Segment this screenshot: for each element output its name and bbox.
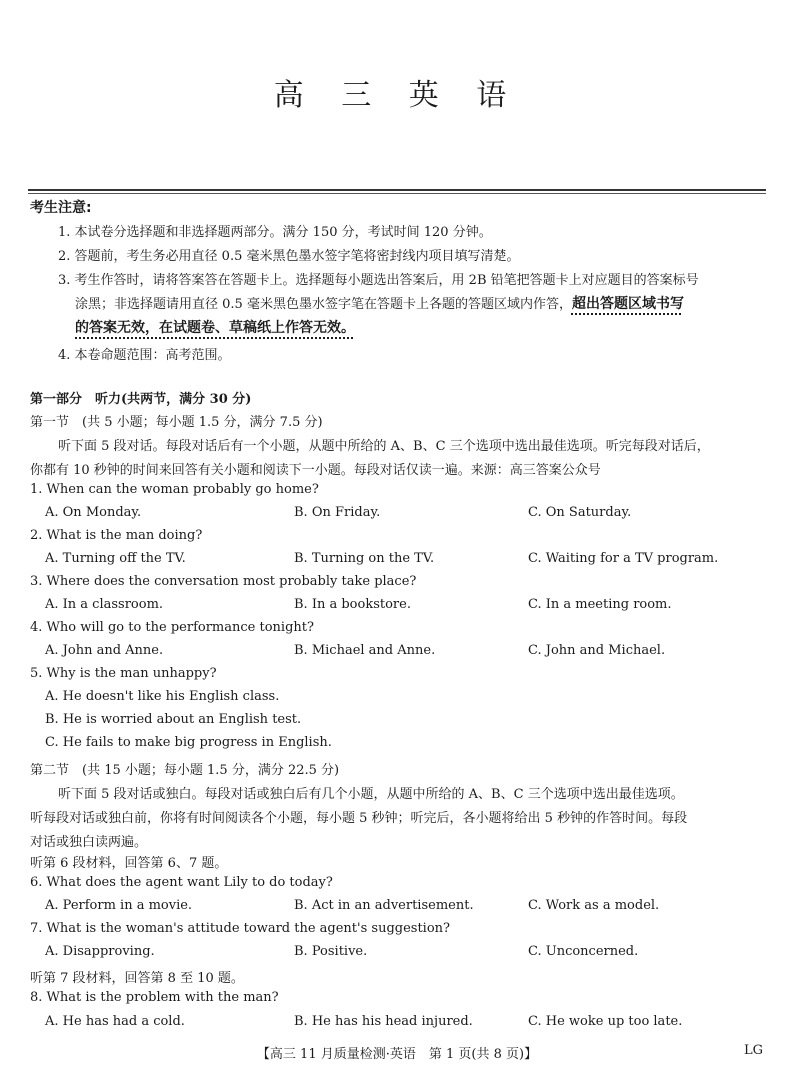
option-b: B. He has his head injured. [294, 1014, 473, 1029]
material-note: 听第 6 段材料，回答第 6、7 题。 [30, 856, 228, 871]
option-b: B. Act in an advertisement. [294, 898, 474, 913]
option-c: C. He woke up too late. [528, 1014, 683, 1029]
question-stem: 8. What is the problem with the man? [30, 990, 279, 1005]
section-heading: 第一节 (共 5 小题；每小题 1.5 分，满分 7.5 分) [30, 415, 323, 430]
option-b: B. Michael and Anne. [294, 643, 436, 658]
notice-warning: 超出答题区域书写 [571, 296, 684, 312]
option-a: A. Perform in a movie. [45, 898, 193, 913]
question-stem: 1. When can the woman probably go home? [30, 482, 319, 497]
question-stem: 4. Who will go to the performance tonight? [30, 620, 314, 635]
option-c: C. Work as a model. [528, 898, 660, 913]
option-c: C. John and Michael. [528, 643, 666, 658]
question-stem: 6. What does the agent want Lily to do today? [30, 875, 333, 890]
question-stem: 5. Why is the man unhappy? [30, 666, 217, 681]
instructions: 听下面 5 段对话。每段对话后有一个小题，从题中所给的 A、B、C 三个选项中选出最佳选项。听完每段对话后， [58, 439, 710, 454]
option-a: A. In a classroom. [45, 597, 164, 612]
instructions: 对话或独白读两遍。 [30, 835, 148, 850]
option-c: C. Unconcerned. [528, 944, 639, 959]
instructions: 你都有 10 秒钟的时间来回答有关小题和阅读下一小题。每段对话仅读一遍。来源：高三答案公众号 [30, 463, 601, 478]
page-title: 高 三 英 语 [273, 78, 521, 113]
part-heading: 第一部分 听力(共两节，满分 30 分) [30, 392, 252, 407]
option-a: A. Disapproving. [45, 944, 155, 959]
question-stem: 3. Where does the conversation most probably take place? [30, 574, 417, 589]
instructions: 听每段对话或独白前，你将有时间阅读各个小题，每小题 5 秒钟；听完后，各小题将给出 5 秒钟的作答时间。每段 [30, 811, 688, 826]
notice-item: 3. 考生作答时，请将答案答在答题卡上。选择题每小题选出答案后，用 2B 铅笔把答题卡上对应题目的答案标号 [58, 273, 699, 288]
question-stem: 2. What is the man doing? [30, 528, 203, 543]
divider [28, 193, 766, 194]
notice-item: 2. 答题前，考生务必用直径 0.5 毫米黑色墨水签字笔将密封线内项目填写清楚。 [58, 249, 520, 264]
option-c: C. On Saturday. [528, 505, 632, 520]
option-c: C. Waiting for a TV program. [528, 551, 719, 566]
notice-warning: 的答案无效，在试题卷、草稿纸上作答无效。 [75, 320, 355, 336]
option-a: A. Turning off the TV. [45, 551, 186, 566]
notice-item: 1. 本试卷分选择题和非选择题两部分。满分 150 分，考试时间 120 分钟。 [58, 225, 492, 240]
instructions: 听下面 5 段对话或独白。每段对话或独白后有几个小题，从题中所给的 A、B、C 三个选项中选出最佳选项。 [58, 787, 684, 802]
notice-item: 4. 本卷命题范围：高考范围。 [58, 348, 231, 363]
option-b: B. On Friday. [294, 505, 381, 520]
notice-item [75, 293, 684, 313]
option-a: A. John and Anne. [45, 643, 164, 658]
section-heading: 第二节 (共 15 小题；每小题 1.5 分，满分 22.5 分) [30, 763, 340, 778]
material-note: 听第 7 段材料，回答第 8 至 10 题。 [30, 971, 244, 986]
question-stem: 7. What is the woman's attitude toward the agent's suggestion? [30, 921, 451, 936]
option-c: C. He fails to make big progress in English. [45, 735, 332, 750]
footer-code: LG [744, 1043, 764, 1058]
option-b: B. In a bookstore. [294, 597, 411, 612]
notice-heading: 考生注意: [30, 200, 92, 216]
option-a: A. He doesn't like his English class. [45, 689, 280, 704]
page-footer: 【高三 11 月质量检测·英语 第 1 页(共 8 页)】 [256, 1047, 538, 1062]
option-b: B. He is worried about an English test. [45, 712, 302, 727]
divider [28, 189, 766, 191]
option-a: A. He has had a cold. [45, 1014, 185, 1029]
option-a: A. On Monday. [45, 505, 142, 520]
option-b: B. Turning on the TV. [294, 551, 435, 566]
notice-item-text: 涂黑；非选择题请用直径 0.5 毫米黑色墨水签字笔在答题卡上各题的答题区域内作答， [75, 297, 572, 312]
option-c: C. In a meeting room. [528, 597, 672, 612]
option-b: B. Positive. [294, 944, 368, 959]
